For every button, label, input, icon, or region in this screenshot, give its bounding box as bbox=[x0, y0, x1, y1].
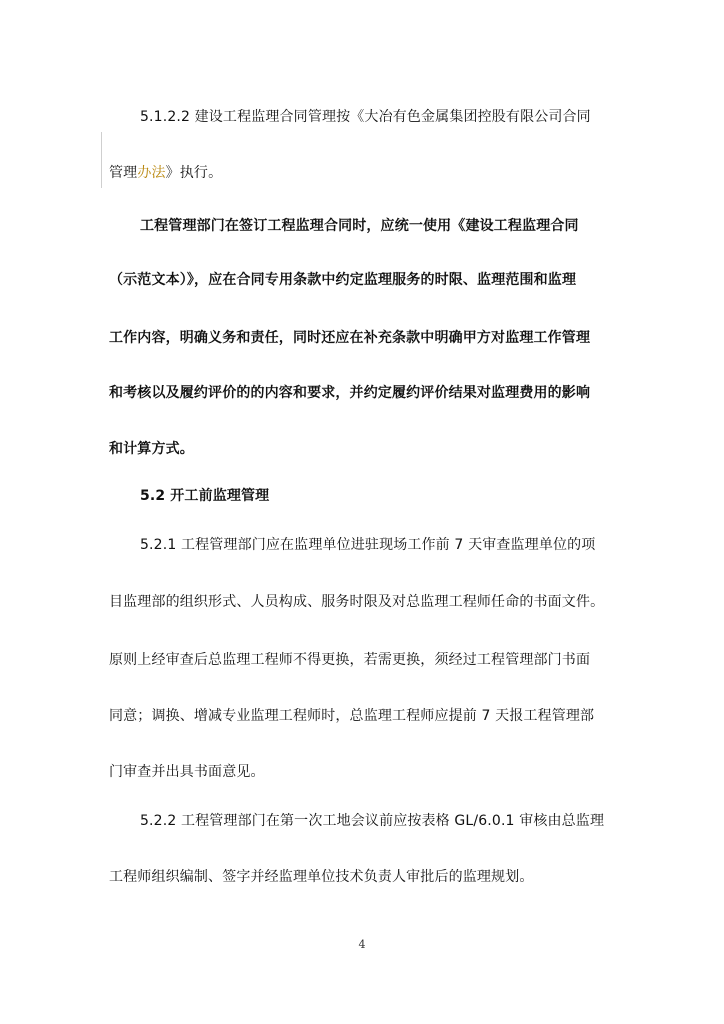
bold-paragraph-line: 和考核以及履约评价的的内容和要求，并约定履约评价结果对监理费用的影响 bbox=[109, 385, 591, 401]
section-heading: 5.2 开工前监理管理 bbox=[140, 488, 270, 504]
bold-paragraph-line: 工程管理部门在签订工程监理合同时，应统一使用《建设工程监理合同 bbox=[140, 218, 579, 234]
paragraph-line bbox=[109, 163, 222, 183]
paragraph-line: 工程师组织编制、签字并经监理单位技术负责人审批后的监理规划。 bbox=[109, 869, 534, 885]
highlighted-text: 办法 bbox=[137, 165, 166, 181]
bold-paragraph-line: （示范文本）》，应在合同专用条款中约定监理服务的时限、监理范围和监理 bbox=[109, 272, 577, 288]
paragraph-line: 5.2.2 工程管理部门在第一次工地会议前应按表格 GL/6.0.1 审核由总监理 bbox=[140, 813, 605, 829]
bold-paragraph-line: 和计算方式。 bbox=[109, 441, 194, 457]
paragraph-line: 原则上经审查后总监理工程师不得更换，若需更换，须经过工程管理部门书面 bbox=[109, 652, 591, 668]
paragraph-line: 5.1.2.2 建设工程监理合同管理按《大冶有色金属集团控股有限公司合同 bbox=[140, 109, 591, 125]
line-text: 》执行。 bbox=[165, 165, 223, 181]
bold-paragraph-line: 工作内容，明确义务和责任，同时还应在补充条款中明确甲方对监理工作管理 bbox=[109, 330, 591, 346]
revision-margin-bar bbox=[101, 132, 102, 188]
paragraph-line: 同意；调换、增减专业监理工程师时，总监理工程师应提前 7 天报工程管理部 bbox=[109, 708, 595, 724]
paragraph-line: 5.2.1 工程管理部门应在监理单位进驻现场工作前 7 天审查监理单位的项 bbox=[140, 537, 596, 553]
line-text: 管理 bbox=[109, 165, 138, 181]
paragraph-line: 目监理部的组织形式、人员构成、服务时限及对总监理工程师任命的书面文件。 bbox=[109, 594, 605, 610]
page-number: 4 bbox=[358, 938, 366, 951]
paragraph-line: 门审查并出具书面意见。 bbox=[109, 764, 265, 780]
